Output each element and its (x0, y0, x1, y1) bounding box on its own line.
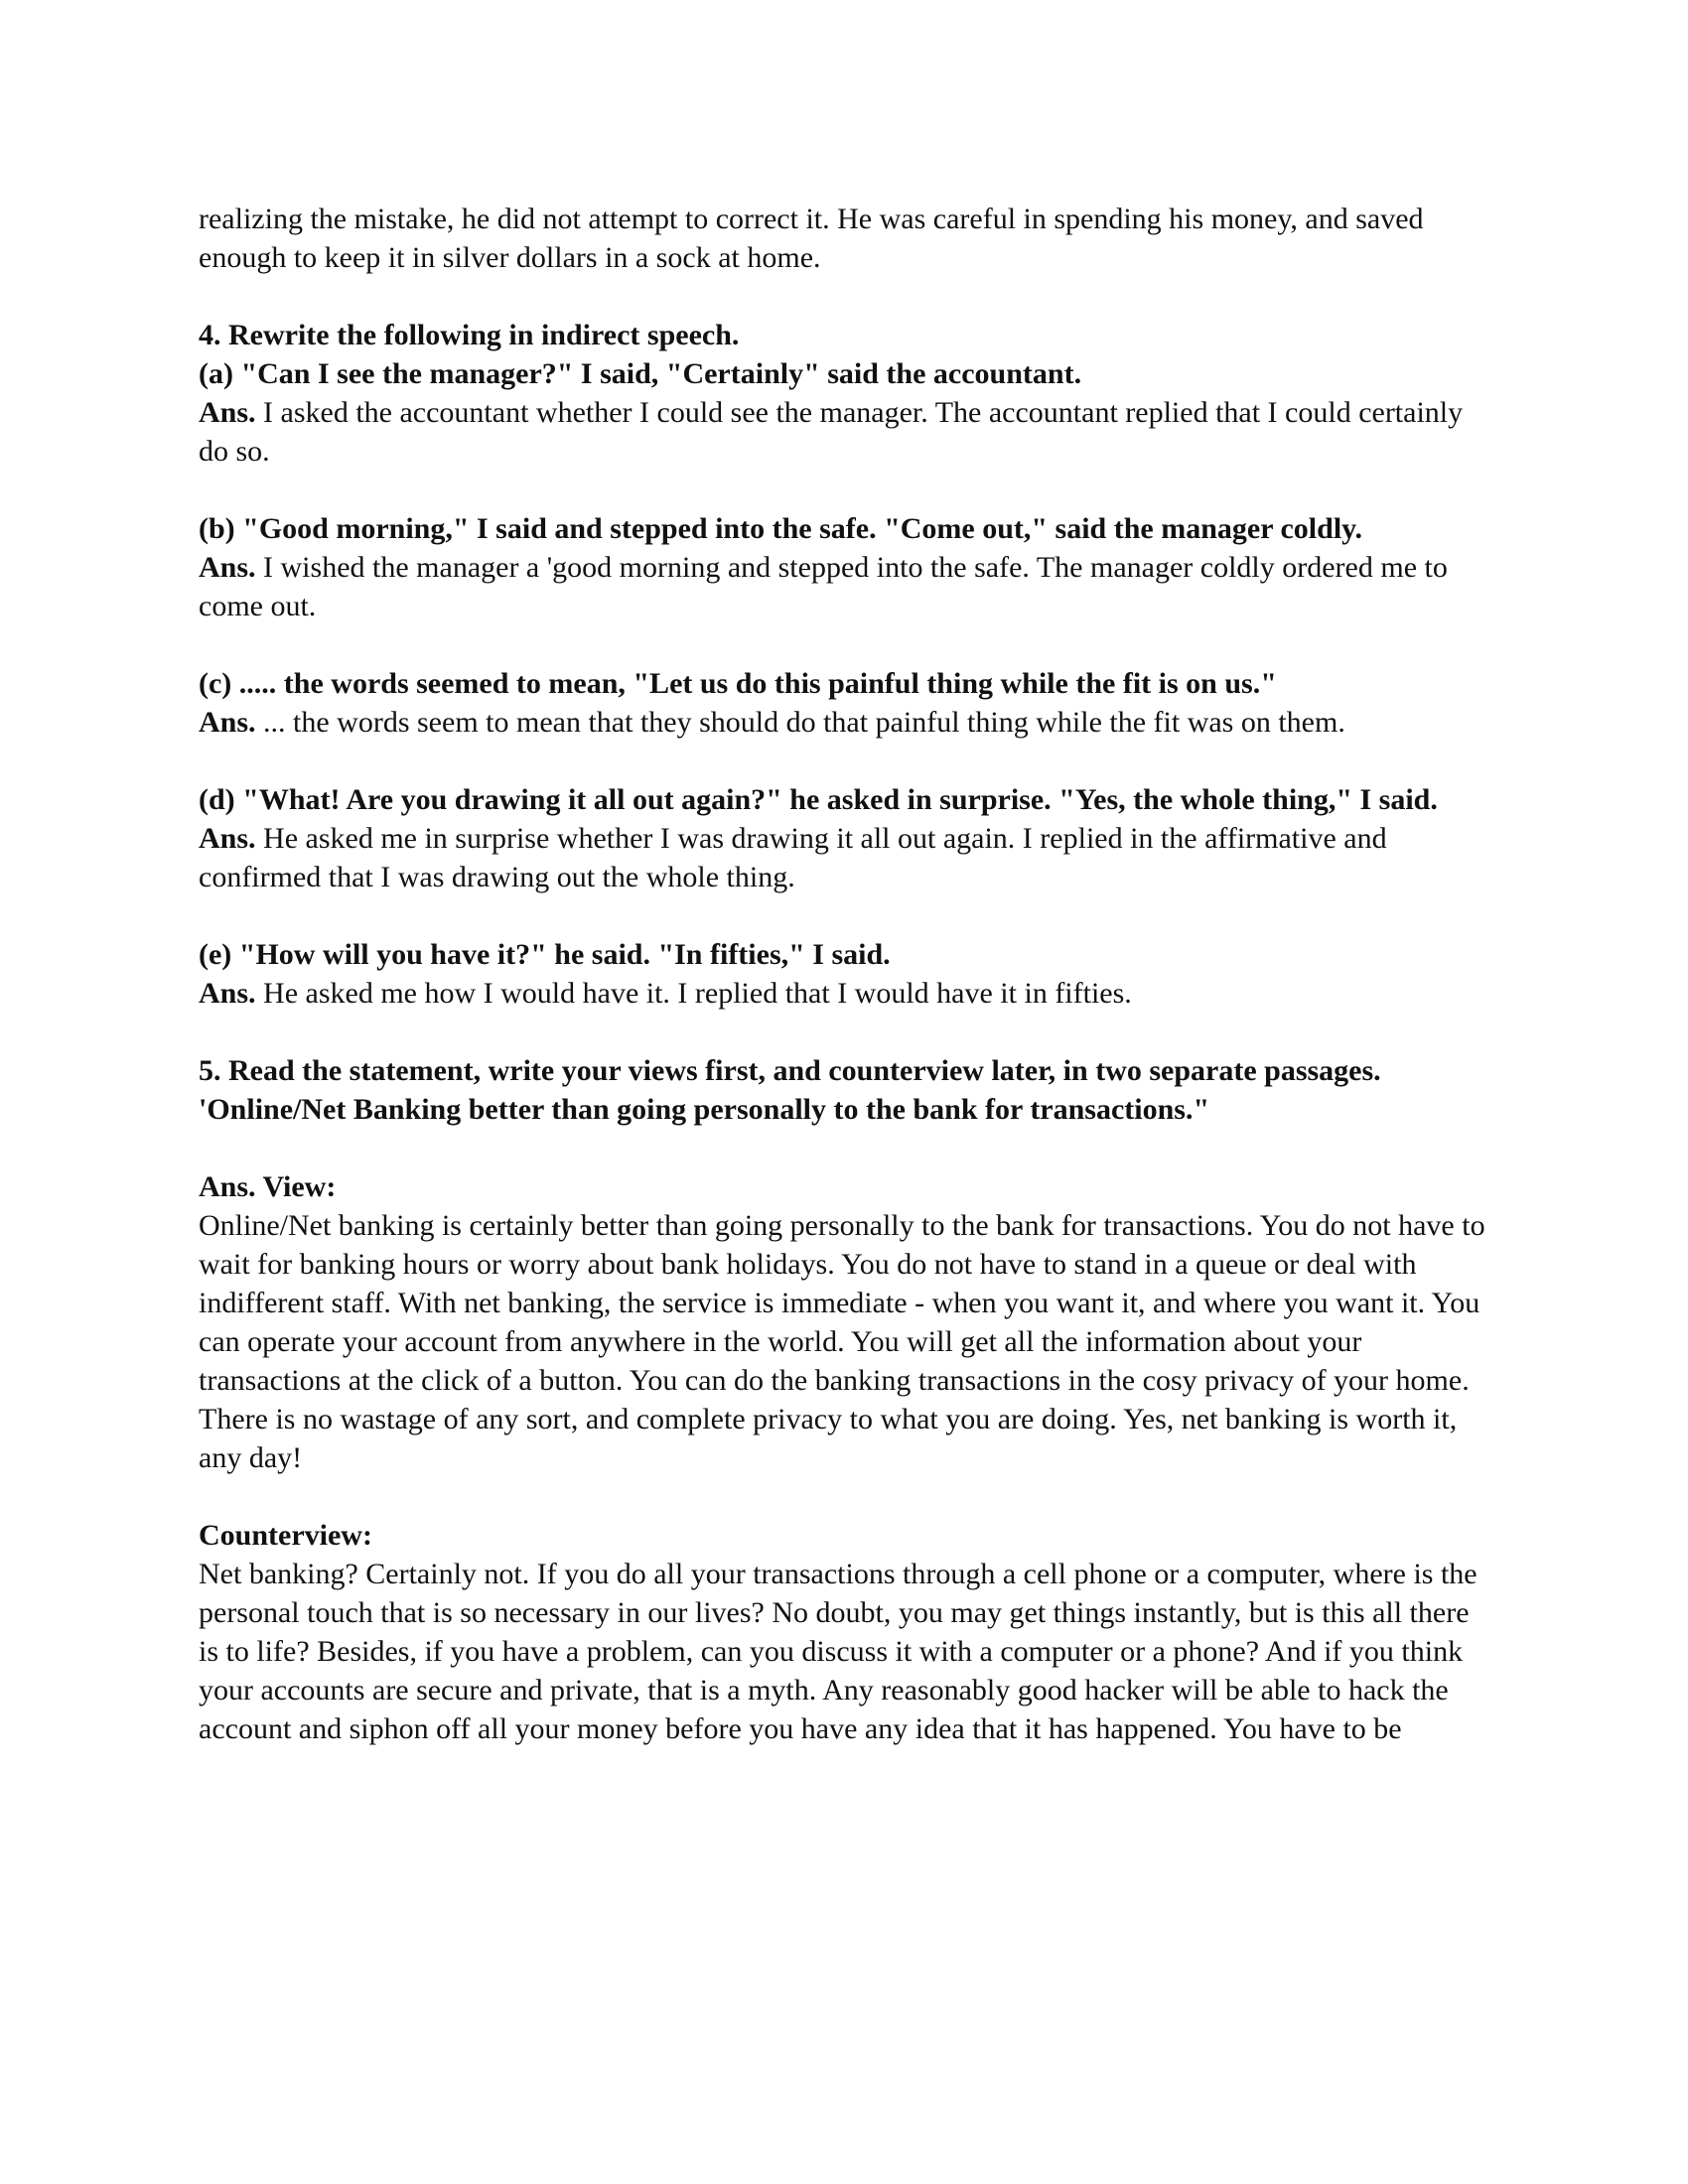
answer-label: Ans. (199, 977, 256, 1010)
spacer (199, 742, 1489, 780)
answer-paragraph (199, 974, 1489, 1013)
question-5-heading: 5. Read the statement, write your views first, and counterview later, in two separate passages. 'Online/Net Banking better than going personally to the bank for transactions." (199, 1054, 1381, 1126)
question-4c (199, 664, 1489, 742)
spacer (199, 471, 1489, 509)
answer-paragraph (199, 548, 1489, 625)
question-4a (199, 354, 1489, 471)
answer-text: I wished the manager a 'good morning and stepped into the safe. The manager coldly ordered me to come out. (199, 551, 1448, 622)
question-text: (e) "How will you have it?" he said. "In fifties," I said. (199, 938, 891, 971)
view-paragraph: Online/Net banking is certainly better than going personally to the bank for transactions. You do not have to wait for banking hours or worry about bank holidays. You do not have to stand in a queue or deal with indifferent staff. With net banking, the service is immediate - when you want it, and where you want it. You can operate your account from anywhere in the world. You will get all the information about your transactions at the click of a button. You can do the banking transactions in the cosy privacy of your home. There is no wastage of any sort, and complete privacy to what you are doing. Yes, net banking is worth it, any day! (199, 1209, 1485, 1474)
question-4-heading: 4. Rewrite the following in indirect speech. (199, 319, 740, 351)
answer-paragraph (199, 393, 1489, 471)
answer-text: He asked me in surprise whether I was drawing it all out again. I replied in the affirmative and confirmed that I was drawing out the whole thing. (199, 822, 1387, 893)
answer-text: He asked me how I would have it. I replied that I would have it in fifties. (263, 977, 1132, 1010)
answer-paragraph (199, 703, 1489, 742)
question-4d (199, 780, 1489, 896)
question-4b (199, 509, 1489, 625)
answer-text: I asked the accountant whether I could see the manager. The accountant replied that I could certainly do so. (199, 396, 1464, 468)
spacer (199, 1013, 1489, 1051)
answer-text: ... the words seem to mean that they should do that painful thing while the fit was on them. (263, 706, 1345, 739)
answer-label: Ans. (199, 396, 256, 429)
question-text: (c) ..... the words seemed to mean, "Let us do this painful thing while the fit is on us." (199, 667, 1277, 700)
question-text: (d) "What! Are you drawing it all out again?" he asked in surprise. "Yes, the whole thing," I said. (199, 783, 1438, 816)
question-4e (199, 935, 1489, 1013)
answer-paragraph (199, 819, 1489, 896)
document-page (199, 200, 1489, 1748)
question-5-section (199, 1051, 1489, 1748)
spacer (199, 1129, 1489, 1167)
intro-paragraph: realizing the mistake, he did not attempt to correct it. He was careful in spending his money, and saved enough to keep it in silver dollars in a sock at home. (199, 203, 1424, 274)
spacer (199, 896, 1489, 935)
answer-label: Ans. (199, 706, 256, 739)
question-text: (b) "Good morning," I said and stepped into the safe. "Come out," said the manager coldly. (199, 512, 1362, 545)
answer-label: Ans. (199, 551, 256, 584)
counterview-paragraph: Net banking? Certainly not. If you do all your transactions through a cell phone or a computer, where is the personal touch that is so necessary in our lives? No doubt, you may get things instantly, but is this all there is to life? Besides, if you have a problem, can you discuss it with a computer or a phone? And if you think your accounts are secure and private, that is a myth. Any reasonably good hacker will be able to hack the account and siphon off all your money before you have any idea that it has happened. You have to be (199, 1558, 1477, 1745)
spacer (199, 277, 1489, 316)
spacer (199, 1477, 1489, 1516)
question-4-section (199, 316, 1489, 1013)
spacer (199, 625, 1489, 664)
view-heading: Ans. View: (199, 1170, 337, 1203)
answer-label: Ans. (199, 822, 256, 855)
question-text: (a) "Can I see the manager?" I said, "Certainly" said the accountant. (199, 357, 1082, 390)
counterview-heading: Counterview: (199, 1519, 372, 1552)
